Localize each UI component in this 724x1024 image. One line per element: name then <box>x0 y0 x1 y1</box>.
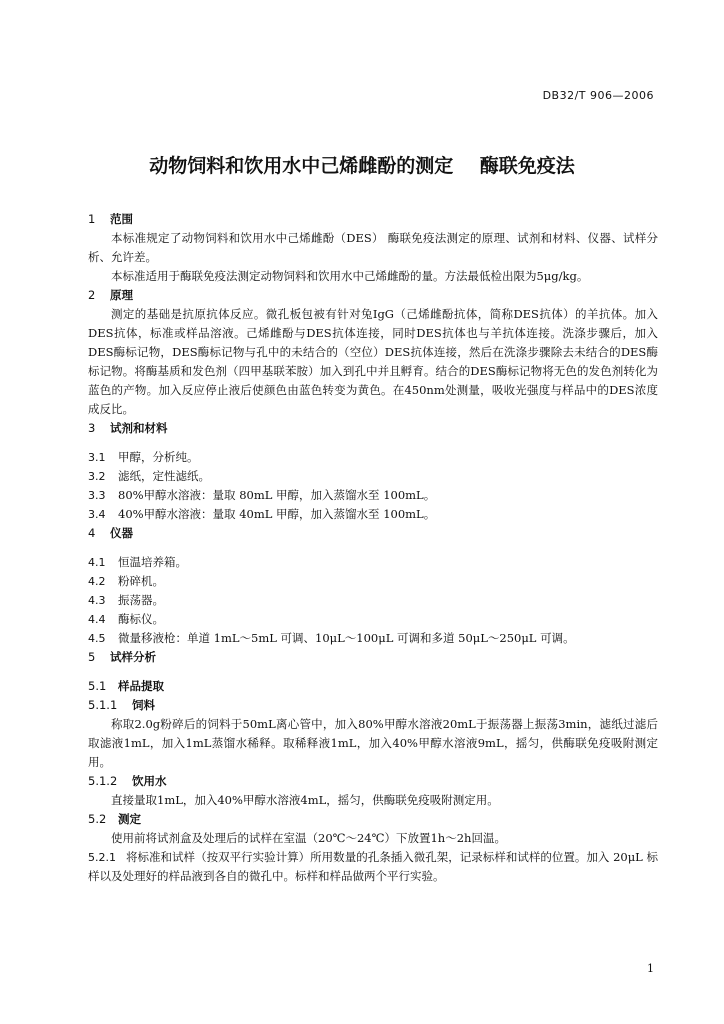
list-item <box>88 591 658 610</box>
standard-code: DB32/T 906—2006 <box>542 89 654 102</box>
subsection-number: 5.1.1 <box>88 698 118 712</box>
section-title: 原理 <box>110 288 133 302</box>
list-item <box>88 572 658 591</box>
paragraph: 本标准规定了动物饲料和饮用水中己烯雌酚（DES） 酶联免疫法测定的原理、试剂和材料、仪器、试样分析、允许差。 <box>88 231 658 264</box>
item-number: 4.4 <box>88 613 106 626</box>
section-number: 1 <box>88 212 96 226</box>
list-item <box>88 629 658 648</box>
item-number: 3.1 <box>88 451 106 464</box>
section-heading-analysis <box>88 648 658 667</box>
section-number: 2 <box>88 288 96 302</box>
item-text: 振荡器。 <box>118 593 164 607</box>
subsection-title: 饮用水 <box>132 774 167 788</box>
item-text: 恒温培养箱。 <box>118 555 187 569</box>
item-number: 4.1 <box>88 556 106 569</box>
section-heading-principle <box>88 286 658 305</box>
list-item <box>88 553 658 572</box>
section-number: 4 <box>88 526 96 540</box>
paragraph-number: 5.2.1 <box>88 851 116 864</box>
paragraph: 本标准适用于酶联免疫法测定动物饲料和饮用水中己烯雌酚的量。方法最低检出限为5μg/kg。 <box>111 269 589 283</box>
item-text: 微量移液枪：单道 1mL～5mL 可调、10μL～100μL 可调和多道 50μL～250μL 可调。 <box>118 631 575 645</box>
item-number: 4.3 <box>88 594 106 607</box>
section-number: 3 <box>88 421 96 435</box>
subsection-number: 5.1 <box>88 679 107 693</box>
item-text: 酶标仪。 <box>118 612 164 626</box>
subsection-number: 5.1.2 <box>88 774 118 788</box>
item-text: 滤纸，定性滤纸。 <box>118 469 210 483</box>
list-item <box>88 505 658 524</box>
item-text: 40%甲醇水溶液：量取 40mL 甲醇，加入蒸馏水至 100mL。 <box>118 507 436 521</box>
item-text: 甲醇，分析纯。 <box>118 450 199 464</box>
subsection-heading-extraction <box>88 677 658 696</box>
subsection-title: 样品提取 <box>118 679 164 693</box>
section-title: 试剂和材料 <box>110 421 168 435</box>
section-heading-apparatus <box>88 524 658 543</box>
subsection-number: 5.2 <box>88 812 107 826</box>
list-item <box>88 467 658 486</box>
document-body <box>88 210 658 886</box>
item-number: 3.3 <box>88 489 106 502</box>
section-number: 5 <box>88 650 96 664</box>
section-heading-reagents <box>88 419 658 438</box>
item-text: 80%甲醇水溶液：量取 80mL 甲醇，加入蒸馏水至 100mL。 <box>118 488 436 502</box>
subsection-heading-determination <box>88 810 658 829</box>
list-item <box>88 610 658 629</box>
subsection-title: 饲料 <box>132 698 155 712</box>
paragraph: 测定的基础是抗原抗体反应。微孔板包被有针对兔IgG（己烯雌酚抗体，简称DES抗体）的羊抗体。加入DES抗体，标准或样品溶液。己烯雌酚与DES抗体连接，同时DES抗体也与羊抗体连接。洗涤步骤后，加入DES酶标记物，DES酶标记物与孔中的未结合的（空位）DES抗体连接，然后在洗涤步骤除去未结合的DES酶标记物。将酶基质和发色剂（四甲基联苯胺）加入到孔中并且孵育。结合的DES酶标记物将无色的发色剂转化为蓝色的产物。加入反应停止液后使颜色由蓝色转变为黄色。在450nm处测量，吸收光强度与样品中的DES浓度成反比。 <box>88 307 658 416</box>
section-title: 试样分析 <box>110 650 156 664</box>
section-heading-scope <box>88 210 658 229</box>
page-number: 1 <box>647 962 654 975</box>
document-title: 动物饲料和饮用水中己烯雌酚的测定 酶联免疫法 <box>149 155 575 177</box>
subsection-heading-feed <box>88 696 658 715</box>
paragraph-text: 将标准和试样（按双平行实验计算）所用数量的孔条插入微孔架，记录标样和试样的位置。加入 20μL 标样以及处理好的样品液到各自的微孔中。标样和样品做两个平行实验。 <box>88 850 658 883</box>
item-number: 3.2 <box>88 470 106 483</box>
section-title: 仪器 <box>110 526 133 540</box>
paragraph: 直接量取1mL，加入40%甲醇水溶液4mL，摇匀，供酶联免疫吸附测定用。 <box>111 793 499 807</box>
paragraph: 使用前将试剂盒及处理后的试样在室温（20℃～24℃）下放置1h～2h回温。 <box>111 831 506 845</box>
list-item <box>88 486 658 505</box>
numbered-paragraph <box>88 848 658 886</box>
item-number: 4.2 <box>88 575 106 588</box>
section-title: 范围 <box>110 212 133 226</box>
subsection-heading-water <box>88 772 658 791</box>
subsection-title: 测定 <box>118 812 141 826</box>
list-item <box>88 448 658 467</box>
item-number: 3.4 <box>88 508 106 521</box>
item-number: 4.5 <box>88 632 106 645</box>
paragraph: 称取2.0g粉碎后的饲料于50mL离心管中，加入80%甲醇水溶液20mL于振荡器上振荡3min，滤纸过滤后取滤液1mL，加入1mL蒸馏水稀释。取稀释液1mL，加入40%甲醇水溶液9mL，摇匀，供酶联免疫吸附测定用。 <box>88 717 658 769</box>
item-text: 粉碎机。 <box>118 574 164 588</box>
